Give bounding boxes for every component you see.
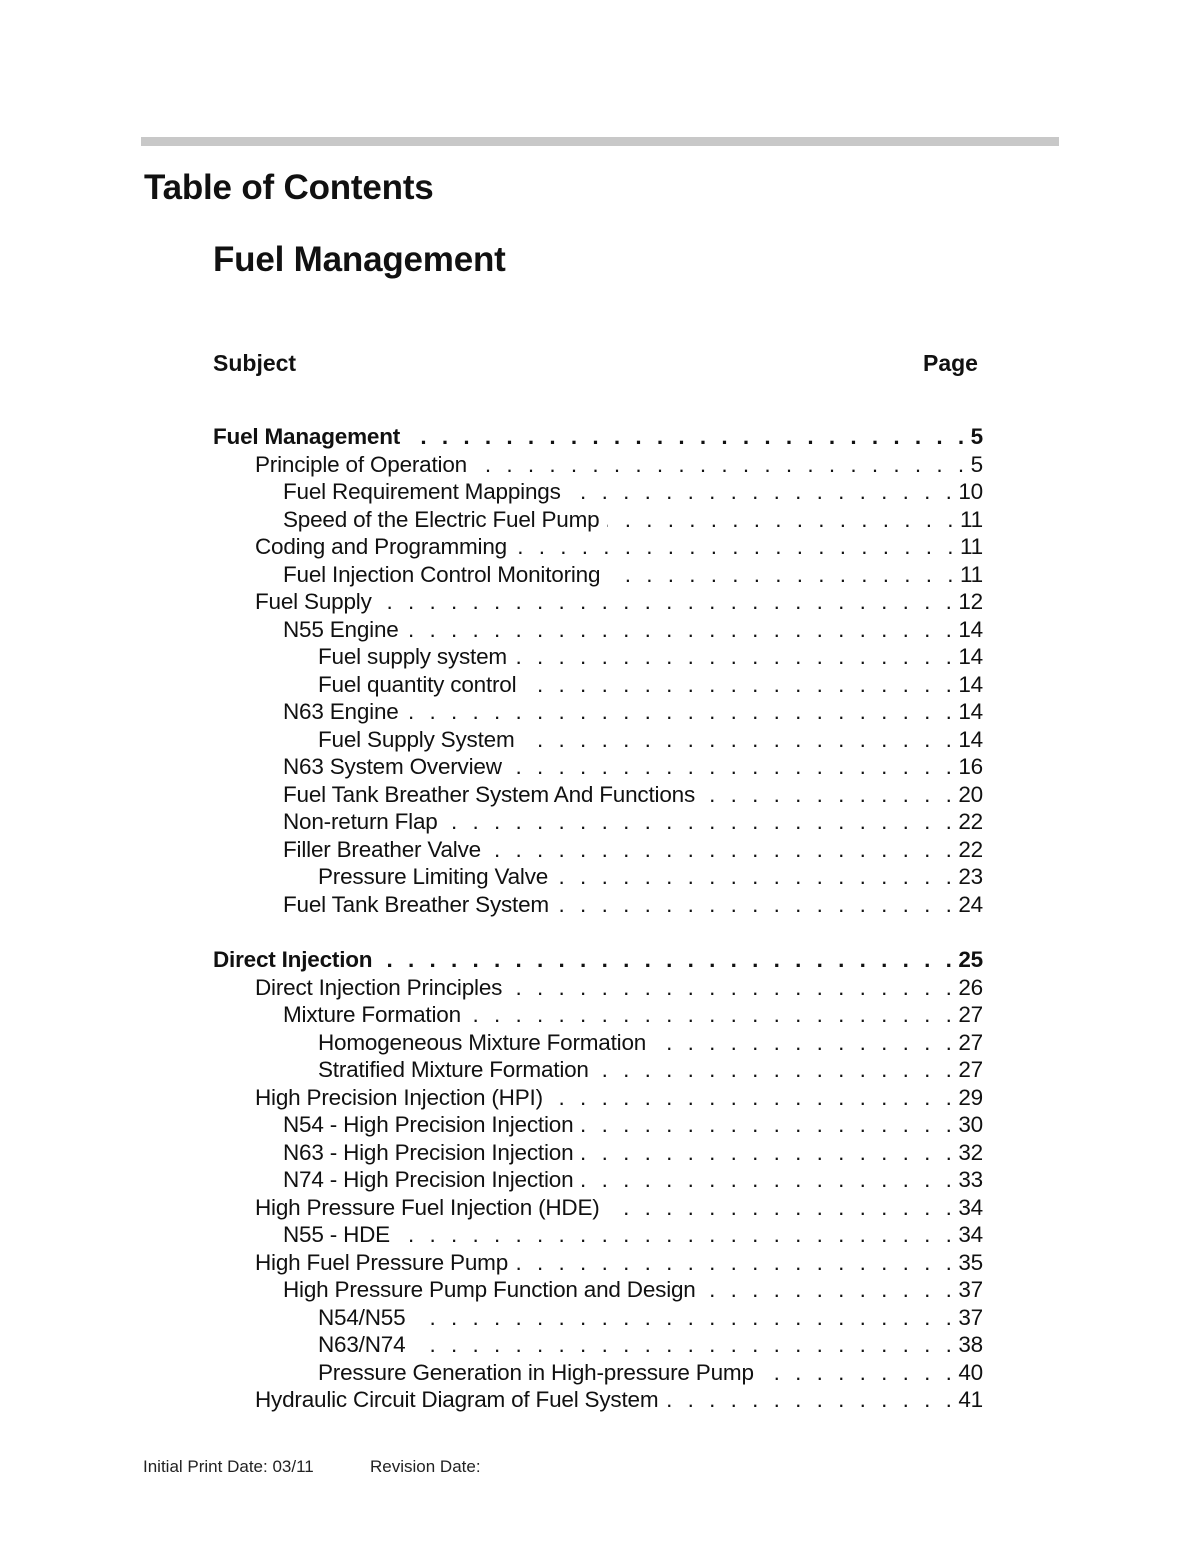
toc-entry-label: N54/N55 bbox=[318, 1305, 406, 1330]
toc-entry[interactable] bbox=[255, 451, 983, 479]
toc-dot-leader bbox=[407, 698, 957, 726]
toc-entry-label: High Precision Injection (HPI) bbox=[255, 1085, 543, 1110]
toc-dot-leader bbox=[608, 561, 958, 589]
toc-dot-leader bbox=[597, 1056, 957, 1084]
toc-entry[interactable] bbox=[255, 1249, 983, 1277]
toc-entry[interactable] bbox=[283, 698, 983, 726]
toc-entry-label: Pressure Limiting Valve bbox=[318, 864, 549, 889]
toc-dot-leader bbox=[581, 1166, 956, 1194]
toc-dot-leader bbox=[413, 1331, 956, 1359]
toc-dot-leader bbox=[398, 1221, 956, 1249]
toc-entry[interactable] bbox=[283, 561, 983, 589]
toc-entry[interactable] bbox=[318, 643, 983, 671]
toc-dot-leader bbox=[408, 423, 969, 451]
toc-entry-page: 5 bbox=[970, 452, 983, 477]
toc-entry-label: Fuel Supply System bbox=[318, 727, 515, 752]
toc-entry[interactable] bbox=[283, 1166, 983, 1194]
toc-dot-leader bbox=[607, 506, 958, 534]
toc-entry[interactable] bbox=[255, 1084, 983, 1112]
toc-dot-leader bbox=[407, 616, 957, 644]
toc-entry-page: 22 bbox=[958, 837, 983, 862]
toc-entry[interactable] bbox=[318, 726, 983, 754]
toc-entry-label: N63 System Overview bbox=[283, 754, 502, 779]
toc-entry-page: 34 bbox=[958, 1195, 983, 1220]
toc-dot-leader bbox=[581, 1139, 956, 1167]
toc-entry-label: N54 - High Precision Injection bbox=[283, 1112, 574, 1137]
toc-entry-page: 20 bbox=[958, 782, 983, 807]
toc-entry-label: Direct Injection bbox=[213, 947, 373, 972]
page-column-header: Page bbox=[923, 350, 978, 376]
toc-entry-label: N55 - HDE bbox=[283, 1222, 390, 1247]
toc-dot-leader bbox=[380, 946, 956, 974]
toc-entry-page: 41 bbox=[958, 1387, 983, 1412]
toc-entry[interactable] bbox=[318, 1029, 983, 1057]
toc-entry-page: 34 bbox=[958, 1222, 983, 1247]
toc-entry-page: 27 bbox=[958, 1057, 983, 1082]
toc-entry-label: Fuel Supply bbox=[255, 589, 372, 614]
toc-dot-leader bbox=[581, 1111, 956, 1139]
page-title: Table of Contents bbox=[144, 168, 434, 207]
toc-entry-label: Mixture Formation bbox=[283, 1002, 461, 1027]
section-title: Fuel Management bbox=[213, 240, 506, 279]
toc-entry-page: 14 bbox=[958, 644, 983, 669]
toc-entry-label: Principle of Operation bbox=[255, 452, 467, 477]
toc-dot-leader bbox=[515, 643, 956, 671]
toc-entry[interactable] bbox=[283, 1001, 983, 1029]
toc-entry-page: 11 bbox=[960, 534, 983, 559]
toc-dot-leader bbox=[469, 1001, 956, 1029]
initial-print-date: Initial Print Date: 03/11 bbox=[143, 1457, 314, 1476]
toc-dot-leader bbox=[510, 753, 957, 781]
toc-entry[interactable] bbox=[318, 1056, 983, 1084]
toc-dot-leader bbox=[666, 1386, 956, 1414]
toc-entry-label: Fuel supply system bbox=[318, 644, 507, 669]
toc-dot-leader bbox=[557, 891, 956, 919]
toc-entry-label: Coding and Programming bbox=[255, 534, 507, 559]
toc-entry-page: 12 bbox=[958, 589, 983, 614]
revision-date: Revision Date: bbox=[370, 1457, 481, 1476]
toc-dot-leader bbox=[380, 588, 957, 616]
toc-entry-page: 11 bbox=[960, 507, 983, 532]
toc-entry-page: 35 bbox=[958, 1250, 983, 1275]
toc-entry-page: 22 bbox=[958, 809, 983, 834]
toc-entry[interactable] bbox=[283, 753, 983, 781]
toc-entry-label: N63/N74 bbox=[318, 1332, 406, 1357]
toc-entry-page: 40 bbox=[958, 1360, 983, 1385]
toc-entry-label: Pressure Generation in High-pressure Pump bbox=[318, 1360, 754, 1385]
toc-entry-label: High Pressure Fuel Injection (HDE) bbox=[255, 1195, 600, 1220]
toc-entry-page: 29 bbox=[958, 1085, 983, 1110]
toc-entry[interactable] bbox=[213, 423, 983, 451]
toc-entry-page: 33 bbox=[958, 1167, 983, 1192]
toc-entry-label: High Pressure Pump Function and Design bbox=[283, 1277, 696, 1302]
toc-entry-page: 14 bbox=[958, 699, 983, 724]
toc-entry[interactable] bbox=[255, 1194, 983, 1222]
toc-entry-page: 10 bbox=[958, 479, 983, 504]
toc-entry-label: Fuel Tank Breather System And Functions bbox=[283, 782, 695, 807]
toc-dot-leader bbox=[524, 671, 956, 699]
toc-entry-page: 5 bbox=[970, 424, 983, 449]
toc-entry[interactable] bbox=[318, 1331, 983, 1359]
toc-dot-leader bbox=[515, 533, 958, 561]
toc-dot-leader bbox=[510, 974, 956, 1002]
toc-entry[interactable] bbox=[255, 974, 983, 1002]
toc-entry-label: Homogeneous Mixture Formation bbox=[318, 1030, 647, 1055]
toc-entry[interactable] bbox=[283, 1221, 983, 1249]
toc-dot-leader bbox=[569, 478, 957, 506]
toc-entry[interactable] bbox=[283, 478, 983, 506]
toc-entry-label: N63 - High Precision Injection bbox=[283, 1140, 574, 1165]
toc-entry[interactable] bbox=[255, 1386, 983, 1414]
toc-entry-label: N63 Engine bbox=[283, 699, 399, 724]
toc-entry-label: Hydraulic Circuit Diagram of Fuel System bbox=[255, 1387, 659, 1412]
toc-entry-page: 32 bbox=[958, 1140, 983, 1165]
toc-entry-page: 37 bbox=[958, 1277, 983, 1302]
toc-entry[interactable] bbox=[318, 1359, 983, 1387]
toc-entry-label: Direct Injection Principles bbox=[255, 975, 503, 1000]
toc-entry[interactable] bbox=[213, 946, 983, 974]
toc-entry[interactable] bbox=[255, 533, 983, 561]
toc-entry-page: 16 bbox=[958, 754, 983, 779]
toc-entry[interactable] bbox=[283, 836, 983, 864]
toc-entry-page: 14 bbox=[958, 727, 983, 752]
toc-entry-page: 25 bbox=[958, 947, 983, 972]
toc-entry[interactable] bbox=[283, 1111, 983, 1139]
toc-entry[interactable] bbox=[283, 1276, 983, 1304]
toc-dot-leader bbox=[704, 1276, 957, 1304]
toc-entry-page: 38 bbox=[958, 1332, 983, 1357]
toc-dot-leader bbox=[475, 451, 969, 479]
toc-entry[interactable] bbox=[283, 781, 983, 809]
toc-entry-label: Fuel Tank Breather System bbox=[283, 892, 549, 917]
toc-entry[interactable] bbox=[318, 671, 983, 699]
toc-dot-leader bbox=[762, 1359, 957, 1387]
toc-entry[interactable] bbox=[318, 863, 983, 891]
toc-dot-leader bbox=[516, 1249, 956, 1277]
toc-entry[interactable] bbox=[283, 891, 983, 919]
toc-entry[interactable] bbox=[255, 588, 983, 616]
toc-dot-leader bbox=[556, 863, 956, 891]
toc-dot-leader bbox=[608, 1194, 957, 1222]
toc-entry-label: Filler Breather Valve bbox=[283, 837, 481, 862]
toc-dot-leader bbox=[489, 836, 956, 864]
toc-entry[interactable] bbox=[318, 1304, 983, 1332]
toc-entry-label: Fuel Requirement Mappings bbox=[283, 479, 561, 504]
toc-entry-page: 14 bbox=[958, 617, 983, 642]
toc-entry-label: N74 - High Precision Injection bbox=[283, 1167, 574, 1192]
toc-entry-page: 24 bbox=[958, 892, 983, 917]
toc-entry-label: Speed of the Electric Fuel Pump bbox=[283, 507, 600, 532]
toc-dot-leader bbox=[446, 808, 957, 836]
toc-entry-page: 26 bbox=[958, 975, 983, 1000]
toc-dot-leader bbox=[703, 781, 956, 809]
toc-entry-label: Fuel Injection Control Monitoring bbox=[283, 562, 601, 587]
toc-dot-leader bbox=[551, 1084, 956, 1112]
toc-entry-page: 14 bbox=[958, 672, 983, 697]
toc-entry-label: Fuel Management bbox=[213, 424, 401, 449]
subject-column-header: Subject bbox=[213, 350, 297, 376]
toc-entry-label: Non-return Flap bbox=[283, 809, 438, 834]
toc-entry-page: 23 bbox=[958, 864, 983, 889]
toc-dot-leader bbox=[654, 1029, 956, 1057]
toc-entry-page: 30 bbox=[958, 1112, 983, 1137]
toc-entry[interactable] bbox=[283, 1139, 983, 1167]
toc-entry[interactable] bbox=[283, 506, 983, 534]
toc-entry-page: 27 bbox=[958, 1030, 983, 1055]
toc-entry-label: Stratified Mixture Formation bbox=[318, 1057, 589, 1082]
toc-entry[interactable] bbox=[283, 808, 983, 836]
toc-entry-page: 37 bbox=[958, 1305, 983, 1330]
toc-dot-leader bbox=[413, 1304, 956, 1332]
toc-entry-label: Fuel quantity control bbox=[318, 672, 517, 697]
toc-entry-page: 11 bbox=[960, 562, 983, 587]
toc-entry[interactable] bbox=[283, 616, 983, 644]
toc-entry-label: High Fuel Pressure Pump bbox=[255, 1250, 509, 1275]
toc-entry-label: N55 Engine bbox=[283, 617, 399, 642]
toc-dot-leader bbox=[522, 726, 956, 754]
toc-entry-page: 27 bbox=[958, 1002, 983, 1027]
